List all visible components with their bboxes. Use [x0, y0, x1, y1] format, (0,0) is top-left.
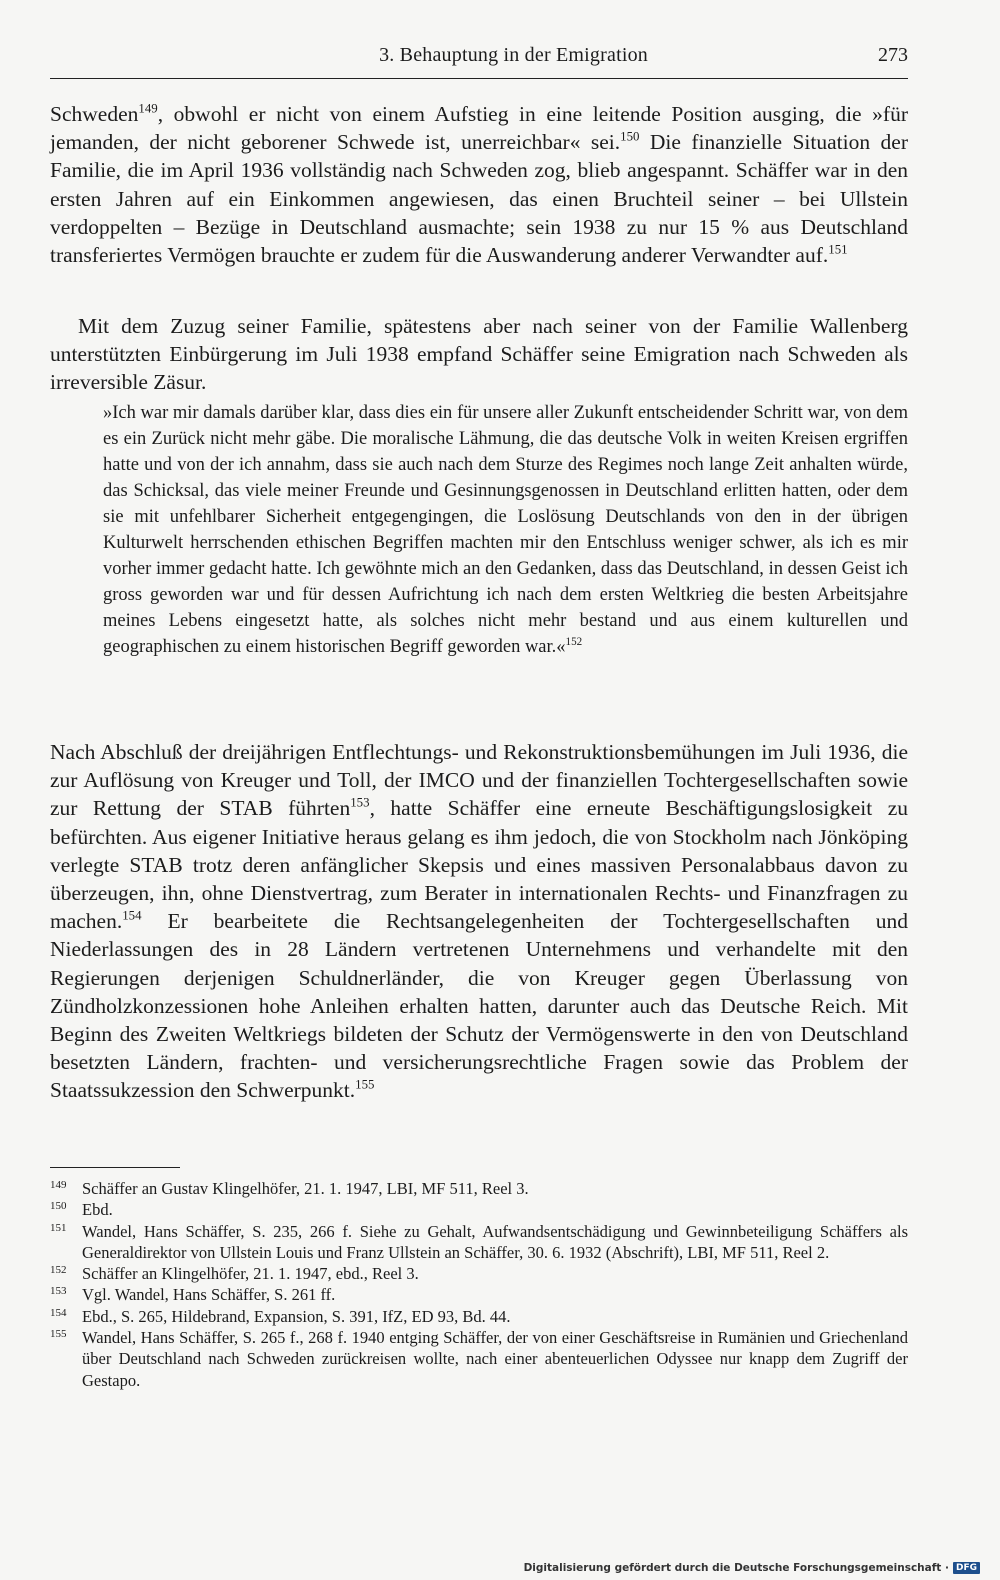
running-title: 3. Behauptung in der Emigration	[379, 44, 648, 66]
footnote-text: Ebd.	[82, 1200, 113, 1220]
footnote-ref-151: 151	[828, 242, 848, 257]
paragraph-3-text-a: Nach Abschluß der dreijährigen Entflechtungs- und Rekonstruktionsbemühungen im Juli 1936, die zur Auflösung von Kreuger und Toll, der IMCO und der finanziellen Tochtergesellschaften sowie zur Rettung der STAB führten	[50, 740, 908, 821]
footnote-text: Ebd., S. 265, Hildebrand, Expansion, S. 391, IfZ, ED 93, Bd. 44.	[82, 1306, 511, 1326]
paragraph-2: Mit dem Zuzug seiner Familie, spätestens aber nach seiner von der Familie Wallenberg unterstützten Einbürgerung im Juli 1938 empfand Schäffer seine Emigration nach Schweden als irreversible Zäsur.	[50, 314, 908, 395]
paragraph-3-text-c: Er bearbeitete die Rechtsangelegenheiten der Tochtergesellschaften und Niederlassungen des in 28 Ländern vertretenen Unternehmens und verhandelte mit den Regierungen derjenigen Schuldnerländer, die von Kreuger gegen Überlassung von Zündholzkonzessionen hohe Anleihen erhalten hatten, darunter auch das Deutsche Reich. Mit Beginn des Zweiten Weltkriegs bildeten der Schutz der Vermögenswerte in den von Deutschland besetzten Ländern, frachten- und versicherungsrechtliche Fragen sowie das Problem der Staatssukzession den Schwerpunkt.	[50, 909, 908, 1103]
footnote-number: 149	[50, 1179, 67, 1191]
paragraph-3-text-b: , hatte Schäffer eine erneute Beschäftigungslosigkeit zu befürchten. Aus eigener Initiative heraus gelang es ihm jedoch, die von Stockholm nach Jönköping verlegte STAB trotz deren anfänglicher Skepsis und eines massiven Personalabbaus davon zu überzeugen, ihn, ohne Dienstvertrag, zum Berater in internationalen Rechts- und Finanzfragen zu machen.	[50, 796, 908, 934]
page-number: 273	[878, 44, 908, 66]
footnote-text: Wandel, Hans Schäffer, S. 235, 266 f. Siehe zu Gehalt, Aufwandsentschädigung und Gewinnbeteiligung Schäffers als Generaldirektor von Ullstein Louis und Franz Ullstein an Schäffer, 30. 6. 1932 (Abschrift), LBI, MF 511, Reel 2.	[82, 1221, 908, 1262]
scan-credit-text: Digitalisierung gefördert durch die Deutsche Forschungsgemeinschaft ·	[523, 1562, 949, 1574]
paragraph-1-text-b: , obwohl er nicht von einem Aufstieg in eine leitende Position ausging, die »für jemanden, der nicht geborener Schwede ist, unerreichbar« sei.	[50, 102, 908, 155]
footnotes	[50, 1178, 908, 1391]
block-quote	[103, 400, 908, 660]
scan-credit	[524, 1560, 980, 1576]
footnote-ref-150: 150	[620, 129, 640, 144]
footnote-text: Vgl. Wandel, Hans Schäffer, S. 261 ff.	[82, 1285, 336, 1305]
footnote-text: Schäffer an Klingelhöfer, 21. 1. 1947, ebd., Reel 3.	[82, 1264, 419, 1284]
footnote-152	[50, 1263, 908, 1284]
footnote-divider	[50, 1167, 180, 1168]
footnote-number: 152	[50, 1264, 67, 1277]
paragraph-3	[50, 738, 908, 1105]
footnote-number: 153	[50, 1285, 67, 1298]
footnote-154	[50, 1306, 908, 1327]
paragraph-1-text-c: Die finanzielle Situation der Familie, die im April 1936 vollständig nach Schweden zog, blieb angespannt. Schäffer war in den ersten Jahren auf ein Einkommen angewiesen, das einen Bruchteil seiner – bei Ullstein verdoppelten – Bezüge in Deutschland ausmachte; sein 1938 zu nur 15 % aus Deutschland transferiertes Vermögen brauchte er zudem für die Auswanderung anderer Verwandter auf.	[50, 130, 908, 268]
footnote-ref-152: 152	[565, 635, 583, 648]
footnote-text: Schäffer an Gustav Klingelhöfer, 21. 1. 1947, LBI, MF 511, Reel 3.	[82, 1179, 529, 1198]
footnote-ref-153: 153	[350, 796, 370, 811]
footnote-149	[50, 1178, 908, 1199]
footnote-ref-149: 149	[138, 101, 158, 116]
footnote-151	[50, 1221, 908, 1264]
block-quote-text: »Ich war mir damals darüber klar, dass dies ein für unsere aller Zukunft entscheidender Schritt war, von dem es ein Zurück nicht mehr gäbe. Die moralische Lähmung, die das deutsche Volk in weiten Kreisen ergriffen hatte und von der ich annahm, dass sie auch nach dem Sturze des Regimes noch lange Zeit anhalten würde, das Schicksal, das viele meiner Freunde und Gesinnungsgenossen in Deutschland erlitten hatten, oder dem sie mit unfehlbarer Sicherheit entgegengingen, die Loslösung Deutschlands von den in der übrigen Kulturwelt herrschenden ethischen Begriffen machten mir den Entschluss weniger schwer, als ich es mir vorher immer gedacht hatte. Ich gewöhnte mich an den Gedanken, dass das Deutschland, in dessen Geist ich gross geworden war und für dessen Aufrichtung ich nach dem ersten Weltkrieg die besten Arbeitsjahre meines Lebens eingesetzt hatte, als solches nicht mehr bestand und aus einem kulturellen und geographischen zu einem historischen Begriff geworden war.«	[103, 403, 908, 657]
footnote-number: 150	[50, 1200, 67, 1213]
footnote-number: 154	[50, 1306, 67, 1319]
page-header	[50, 40, 908, 79]
paragraph-1	[50, 100, 908, 269]
footnote-text: Wandel, Hans Schäffer, S. 265 f., 268 f. 1940 entging Schäffer, der von einer Geschäftsreise in Rumänien und Griechenland über Deutschland nach Schweden zurückreisen wollte, nach einer abenteuerlichen Odyssee nur knapp dem Zugriff der Gestapo.	[82, 1328, 908, 1390]
dfg-logo-icon: DFG	[953, 1562, 980, 1574]
footnote-155	[50, 1327, 908, 1391]
footnote-ref-155: 155	[355, 1078, 375, 1093]
footnote-153	[50, 1284, 908, 1305]
footnote-ref-154: 154	[122, 908, 142, 923]
footnote-150	[50, 1199, 908, 1220]
footnote-number: 155	[50, 1328, 67, 1341]
paragraph-1-text-a: Schweden	[50, 102, 139, 126]
footnote-number: 151	[50, 1221, 67, 1234]
